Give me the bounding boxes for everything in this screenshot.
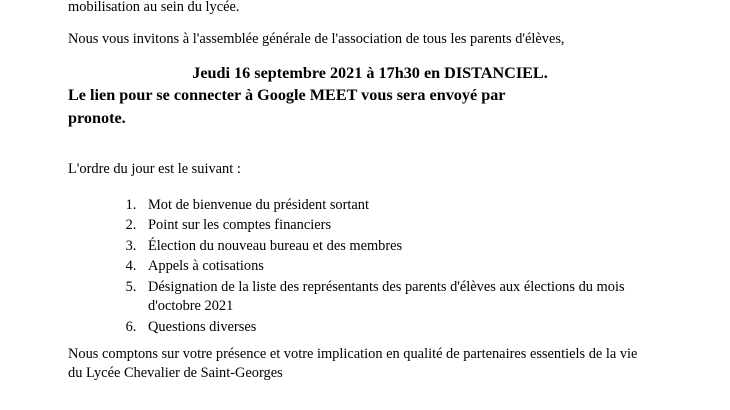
truncated-text-line: mobilisation au sein du lycée. [68, 0, 240, 15]
closing-line-1: Nous comptons sur votre présence et votre implication en qualité de partenaires essentiels de la vie [68, 346, 638, 362]
list-item: 5. Désignation de la liste des représentants des parents d'élèves aux élections du mois d'octobre 2021 [140, 278, 672, 318]
closing-line-2: du Lycée Chevalier de Saint-Georges [68, 365, 283, 382]
meeting-link-line-1: Le lien pour se connecter à Google MEET vous sera envoyé par [68, 86, 506, 105]
agenda-intro: L'ordre du jour est le suivant : [68, 161, 241, 177]
list-item: 6. Questions diverses [140, 318, 672, 338]
meeting-date-line: Jeudi 16 septembre 2021 à 17h30 en DISTANCIEL. [192, 64, 548, 82]
list-item: 4. Appels à cotisations [140, 257, 672, 277]
agenda-list [110, 196, 672, 338]
meeting-headline [68, 62, 672, 129]
list-item: 2. Point sur les comptes financiers [140, 216, 672, 236]
closing-paragraph [68, 345, 672, 383]
list-item: 1. Mot de bienvenue du président sortant [140, 196, 672, 216]
list-item: 3. Élection du nouveau bureau et des membres [140, 237, 672, 257]
meeting-link-line-2: pronote. [68, 108, 126, 127]
invitation-paragraph: Nous vous invitons à l'assemblée générale de l'association de tous les parents d'élèves, [68, 31, 565, 47]
